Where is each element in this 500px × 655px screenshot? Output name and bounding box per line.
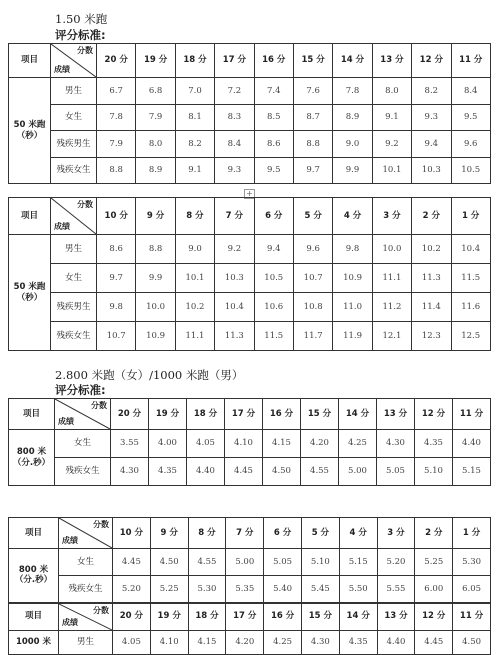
value-cell: 11.1 <box>175 322 214 351</box>
section-1-title: 1.50 米跑 <box>55 12 108 26</box>
value-cell: 4.10 <box>150 630 188 654</box>
value-cell: 4.20 <box>301 430 339 458</box>
value-cell: 10.1 <box>175 264 214 293</box>
table-50m-high-scores <box>8 43 491 184</box>
value-cell: 12.3 <box>412 322 451 351</box>
score-header-cell: 10 分 <box>113 518 151 549</box>
value-cell: 7.6 <box>293 78 332 105</box>
value-cell: 5.20 <box>377 549 415 576</box>
value-cell: 4.50 <box>263 458 301 486</box>
score-header-cell: 16 分 <box>263 399 301 430</box>
value-cell: 10.0 <box>372 235 411 264</box>
value-cell: 8.4 <box>215 131 254 158</box>
value-cell: 7.4 <box>254 78 293 105</box>
value-cell: 11.1 <box>372 264 411 293</box>
score-grade-header-cell <box>51 44 97 78</box>
score-header-cell: 20 分 <box>113 603 151 631</box>
score-header-cell: 13 分 <box>372 44 411 78</box>
value-cell: 9.0 <box>175 235 214 264</box>
score-header-cell: 6 分 <box>254 198 293 235</box>
diag-score-label: 分数 <box>77 46 93 55</box>
diag-grade-label: 成绩 <box>58 417 74 427</box>
category-label-cell: 残疾男生 <box>51 131 97 158</box>
score-header-cell: 12 分 <box>415 603 453 631</box>
value-cell: 5.10 <box>301 549 339 576</box>
value-cell: 9.6 <box>293 235 332 264</box>
score-header-cell: 17 分 <box>225 399 263 430</box>
score-header-cell: 15 分 <box>293 44 332 78</box>
section-2-subtitle: 评分标准: <box>55 383 106 397</box>
value-cell: 6.05 <box>453 576 491 603</box>
category-label-cell: 女生 <box>55 430 111 458</box>
score-header-cell: 4 分 <box>339 518 377 549</box>
value-cell: 5.15 <box>453 458 491 486</box>
value-cell: 4.35 <box>415 430 453 458</box>
value-cell: 9.7 <box>97 264 136 293</box>
score-header-cell: 15 分 <box>301 603 339 631</box>
value-cell: 5.50 <box>339 576 377 603</box>
value-cell: 8.4 <box>451 78 490 105</box>
diag-grade-label: 成绩 <box>62 536 78 546</box>
value-cell: 11.5 <box>451 264 490 293</box>
item-header-cell: 项目 <box>9 198 51 235</box>
score-header-cell: 13 分 <box>377 603 415 631</box>
table-800m-high-scores <box>8 398 491 486</box>
score-header-cell: 12 分 <box>412 44 451 78</box>
score-header-cell: 8 分 <box>188 518 226 549</box>
value-cell: 10.6 <box>254 293 293 322</box>
value-cell: 4.25 <box>264 630 302 654</box>
score-header-cell: 14 分 <box>339 399 377 430</box>
diag-score-label: 分数 <box>77 200 93 209</box>
value-cell: 10.3 <box>412 157 451 184</box>
value-cell: 7.2 <box>215 78 254 105</box>
table-50m-low-scores <box>8 197 491 351</box>
value-cell: 6.8 <box>136 78 175 105</box>
category-label-cell: 残疾女生 <box>51 157 97 184</box>
value-cell: 9.9 <box>333 157 372 184</box>
value-cell: 5.30 <box>453 549 491 576</box>
value-cell: 11.3 <box>412 264 451 293</box>
score-grade-header-cell <box>51 198 97 235</box>
score-header-cell: 18 分 <box>187 399 225 430</box>
score-header-cell: 20 分 <box>97 44 136 78</box>
value-cell: 4.30 <box>111 458 149 486</box>
value-cell: 9.5 <box>254 157 293 184</box>
event-group-cell: 50 米跑（秒） <box>9 78 51 184</box>
value-cell: 5.00 <box>226 549 264 576</box>
value-cell: 8.8 <box>97 157 136 184</box>
value-cell: 10.7 <box>97 322 136 351</box>
score-header-cell: 7 分 <box>226 518 264 549</box>
value-cell: 11.2 <box>372 293 411 322</box>
value-cell: 11.3 <box>215 322 254 351</box>
value-cell: 9.4 <box>412 131 451 158</box>
value-cell: 4.40 <box>377 630 415 654</box>
score-header-cell: 2 分 <box>415 518 453 549</box>
value-cell: 4.50 <box>453 630 491 654</box>
value-cell: 8.2 <box>175 131 214 158</box>
section-2-title: 2.800 米跑（女）/1000 米跑（男） <box>55 368 244 382</box>
score-header-cell: 9 分 <box>136 198 175 235</box>
value-cell: 4.55 <box>188 549 226 576</box>
diag-grade-label: 成绩 <box>54 222 70 232</box>
value-cell: 12.1 <box>372 322 411 351</box>
diag-grade-label: 成绩 <box>54 65 70 75</box>
value-cell: 10.9 <box>136 322 175 351</box>
value-cell: 9.8 <box>97 293 136 322</box>
value-cell: 5.40 <box>264 576 302 603</box>
value-cell: 4.30 <box>377 430 415 458</box>
value-cell: 8.0 <box>136 131 175 158</box>
value-cell: 4.05 <box>113 630 151 654</box>
value-cell: 7.8 <box>97 104 136 131</box>
value-cell: 5.30 <box>188 576 226 603</box>
score-header-cell: 10 分 <box>97 198 136 235</box>
value-cell: 10.5 <box>254 264 293 293</box>
category-label-cell: 男生 <box>59 630 113 654</box>
value-cell: 7.0 <box>175 78 214 105</box>
event-group-cell: 800 米（分.秒） <box>9 430 55 486</box>
value-cell: 9.2 <box>372 131 411 158</box>
category-label-cell: 残疾女生 <box>55 458 111 486</box>
event-group-cell: 50 米跑（秒） <box>9 235 51 351</box>
value-cell: 10.1 <box>372 157 411 184</box>
item-header-cell: 项目 <box>9 399 55 430</box>
score-header-cell: 5 分 <box>301 518 339 549</box>
score-header-cell: 6 分 <box>264 518 302 549</box>
score-header-cell: 4 分 <box>333 198 372 235</box>
score-header-cell: 17 分 <box>215 44 254 78</box>
value-cell: 10.5 <box>451 157 490 184</box>
value-cell: 8.8 <box>293 131 332 158</box>
value-cell: 8.8 <box>136 235 175 264</box>
value-cell: 9.6 <box>451 131 490 158</box>
value-cell: 10.0 <box>136 293 175 322</box>
value-cell: 8.1 <box>175 104 214 131</box>
value-cell: 8.5 <box>254 104 293 131</box>
score-header-cell: 16 分 <box>264 603 302 631</box>
value-cell: 5.55 <box>377 576 415 603</box>
value-cell: 4.15 <box>188 630 226 654</box>
value-cell: 8.2 <box>412 78 451 105</box>
value-cell: 9.3 <box>412 104 451 131</box>
diag-grade-label: 成绩 <box>62 617 78 627</box>
score-header-cell: 9 分 <box>150 518 188 549</box>
score-header-cell: 19 分 <box>150 603 188 631</box>
value-cell: 9.2 <box>215 235 254 264</box>
score-header-cell: 15 分 <box>301 399 339 430</box>
value-cell: 5.05 <box>377 458 415 486</box>
value-cell: 7.9 <box>136 104 175 131</box>
value-cell: 4.40 <box>187 458 225 486</box>
category-label-cell: 男生 <box>51 235 97 264</box>
score-header-cell: 19 分 <box>136 44 175 78</box>
value-cell: 6.00 <box>415 576 453 603</box>
value-cell: 9.9 <box>136 264 175 293</box>
score-header-cell: 11 分 <box>451 44 490 78</box>
event-group-cell: 800 米（分.秒） <box>9 549 59 603</box>
event-group-cell: 1000 米 <box>9 630 59 654</box>
value-cell: 4.50 <box>150 549 188 576</box>
value-cell: 7.8 <box>333 78 372 105</box>
value-cell: 4.40 <box>453 430 491 458</box>
value-cell: 4.05 <box>187 430 225 458</box>
score-header-cell: 11 分 <box>453 399 491 430</box>
value-cell: 11.9 <box>333 322 372 351</box>
value-cell: 11.0 <box>333 293 372 322</box>
value-cell: 7.9 <box>97 131 136 158</box>
value-cell: 4.15 <box>263 430 301 458</box>
diag-score-label: 分数 <box>91 401 107 410</box>
score-grade-header-cell <box>55 399 111 430</box>
score-header-cell: 16 分 <box>254 44 293 78</box>
category-label-cell: 女生 <box>51 264 97 293</box>
value-cell: 10.7 <box>293 264 332 293</box>
value-cell: 4.45 <box>415 630 453 654</box>
category-label-cell: 女生 <box>51 104 97 131</box>
category-label-cell: 残疾女生 <box>59 576 113 603</box>
value-cell: 5.20 <box>113 576 151 603</box>
value-cell: 4.20 <box>226 630 264 654</box>
value-cell: 4.35 <box>339 630 377 654</box>
value-cell: 9.3 <box>215 157 254 184</box>
value-cell: 10.8 <box>293 293 332 322</box>
score-header-cell: 7 分 <box>215 198 254 235</box>
score-header-cell: 12 分 <box>415 399 453 430</box>
score-header-cell: 14 分 <box>339 603 377 631</box>
value-cell: 8.6 <box>97 235 136 264</box>
score-header-cell: 3 分 <box>377 518 415 549</box>
category-label-cell: 残疾男生 <box>51 293 97 322</box>
value-cell: 8.9 <box>333 104 372 131</box>
value-cell: 5.35 <box>226 576 264 603</box>
category-label-cell: 女生 <box>59 549 113 576</box>
value-cell: 5.05 <box>264 549 302 576</box>
value-cell: 10.4 <box>451 235 490 264</box>
value-cell: 9.1 <box>372 104 411 131</box>
value-cell: 4.30 <box>301 630 339 654</box>
value-cell: 11.7 <box>293 322 332 351</box>
item-header-cell: 项目 <box>9 518 59 549</box>
value-cell: 9.1 <box>175 157 214 184</box>
section-1-subtitle: 评分标准: <box>55 28 106 42</box>
value-cell: 8.9 <box>136 157 175 184</box>
score-header-cell: 18 分 <box>188 603 226 631</box>
table-800m-1000m-low-scores <box>8 517 491 655</box>
value-cell: 4.45 <box>113 549 151 576</box>
value-cell: 5.25 <box>150 576 188 603</box>
value-cell: 6.7 <box>97 78 136 105</box>
score-header-cell: 17 分 <box>226 603 264 631</box>
score-header-cell: 11 分 <box>453 603 491 631</box>
score-header-cell: 13 分 <box>377 399 415 430</box>
value-cell: 5.10 <box>415 458 453 486</box>
score-header-cell: 5 分 <box>293 198 332 235</box>
value-cell: 11.5 <box>254 322 293 351</box>
value-cell: 9.0 <box>333 131 372 158</box>
value-cell: 10.9 <box>333 264 372 293</box>
value-cell: 10.4 <box>215 293 254 322</box>
value-cell: 12.5 <box>451 322 490 351</box>
value-cell: 4.45 <box>225 458 263 486</box>
value-cell: 8.0 <box>372 78 411 105</box>
value-cell: 9.7 <box>293 157 332 184</box>
value-cell: 11.4 <box>412 293 451 322</box>
item-header-cell: 项目 <box>9 603 59 631</box>
score-header-cell: 2 分 <box>412 198 451 235</box>
score-header-cell: 18 分 <box>175 44 214 78</box>
diag-score-label: 分数 <box>93 520 109 529</box>
score-header-cell: 14 分 <box>333 44 372 78</box>
value-cell: 10.3 <box>215 264 254 293</box>
value-cell: 5.45 <box>301 576 339 603</box>
category-label-cell: 残疾女生 <box>51 322 97 351</box>
value-cell: 4.25 <box>339 430 377 458</box>
value-cell: 5.15 <box>339 549 377 576</box>
value-cell: 10.2 <box>412 235 451 264</box>
plus-icon: + <box>244 189 255 199</box>
diag-score-label: 分数 <box>93 605 109 615</box>
score-header-cell: 19 分 <box>149 399 187 430</box>
value-cell: 9.4 <box>254 235 293 264</box>
value-cell: 5.00 <box>339 458 377 486</box>
score-header-cell: 1 分 <box>453 518 491 549</box>
value-cell: 4.55 <box>301 458 339 486</box>
value-cell: 8.6 <box>254 131 293 158</box>
score-header-cell: 1 分 <box>451 198 490 235</box>
value-cell: 5.25 <box>415 549 453 576</box>
category-label-cell: 男生 <box>51 78 97 105</box>
value-cell: 9.8 <box>333 235 372 264</box>
score-header-cell: 20 分 <box>111 399 149 430</box>
item-header-cell: 项目 <box>9 44 51 78</box>
value-cell: 11.6 <box>451 293 490 322</box>
value-cell: 10.2 <box>175 293 214 322</box>
value-cell: 9.5 <box>451 104 490 131</box>
value-cell: 3.55 <box>111 430 149 458</box>
value-cell: 4.10 <box>225 430 263 458</box>
value-cell: 8.3 <box>215 104 254 131</box>
score-grade-header-cell <box>59 518 113 549</box>
score-header-cell: 8 分 <box>175 198 214 235</box>
score-grade-header-cell <box>59 603 113 631</box>
value-cell: 4.35 <box>149 458 187 486</box>
value-cell: 8.7 <box>293 104 332 131</box>
score-header-cell: 3 分 <box>372 198 411 235</box>
value-cell: 4.00 <box>149 430 187 458</box>
